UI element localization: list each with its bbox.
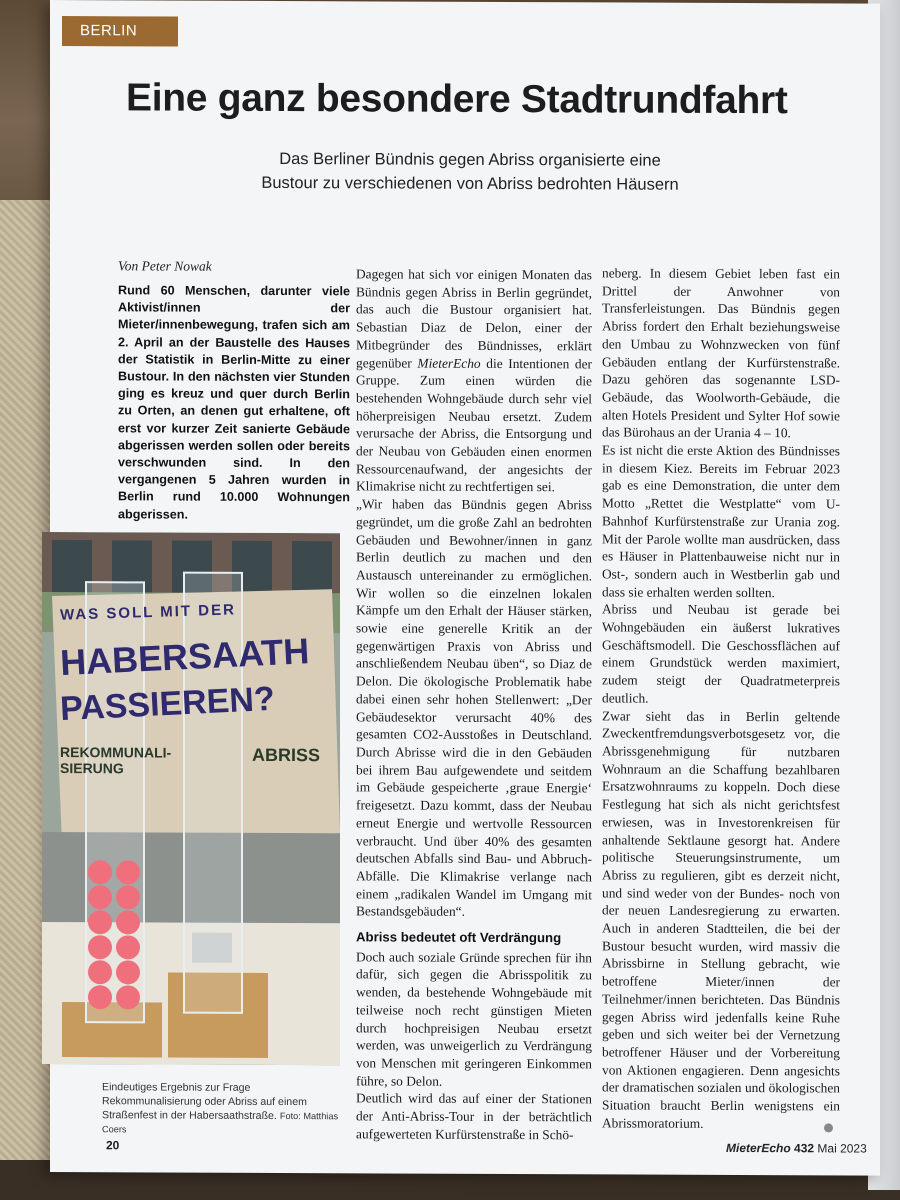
subhead-line-1: Das Berliner Bündnis gegen Abriss organisierte eine — [279, 150, 661, 170]
footer-date: Mai 2023 — [817, 1141, 867, 1156]
col2-p1-text: Dagegen hat sich vor einigen Monaten das Bündnis gegen Abriss in Berlin gegründet, das auch die Bustour organisiert hat. Sebastian Diaz de Delon, einer der Mitbegründer des Bündnisses, erklärt gegenüber — [356, 266, 592, 371]
caption-text: Eindeutiges Ergebnis zur Frage Rekommunalisierung oder Abriss auf einem Straßenfest in der Habersaathstraße. — [102, 1081, 307, 1122]
col2-p1-text-cont: die Intentionen der Gruppe. Zum einen würden die bestehenden Wohngebäude durch sehr viel höherpreisigen Neubau ersetzt. Zudem verursache der Abriss, die Entsorgung und der Neubau von Gebäuden einen enormen Ressourcenaufwand, der angesichts der Klimakrise nicht zu rechtfertigen sei. — [356, 355, 593, 495]
col2-paragraph-4: Deutlich wird das auf einer der Stationen der Anti-Abriss-Tour in der beträchtlich aufgewerteten Kurfürstenstraße in Schö- — [356, 1090, 592, 1143]
magazine-name-inline: MieterEcho — [417, 355, 481, 371]
article-column-2 — [356, 265, 592, 1143]
banner-labels — [60, 744, 330, 777]
banner-text — [60, 602, 330, 777]
col2-paragraph-3: Doch auch soziale Gründe sprechen für ihn dafür, sich gegen die Abrisspolitik zu wenden, da bestehende Wohngebäude mit teilweise noch recht günstigen Mieten durch hochpreisigen Neubau ersetzt werden, was unweigerlich zu Verdrängung von Menschen mit geringeren Einkommen führe, so Delon. — [356, 949, 592, 1089]
article-headline: Eine ganz besondere Stadtrundfahrt — [126, 76, 788, 123]
banner-line-2: HABERSAATH — [59, 630, 311, 684]
col3-paragraph-1: neberg. In diesem Gebiet leben fast ein Drittel der Anwohner von Transferleistungen. Das Bündnis gegen Abriss fordert den Erhalt beziehungsweise den Umbau zu Wohnzwecken von fünf Gebäuden entlang der Kurfürstenstraße. Dazu gehören das sogenannte LSD-Gebäude, das Woolworth-Gebäude, die alten Hotels President und Sylter Hof sowie das Bürohaus an der Urania 4 – 10. — [602, 265, 840, 441]
banner-left-line-1: REKOMMUNALI- — [60, 744, 172, 761]
photo-credit: Foto: Matthias Coers — [102, 1111, 339, 1135]
banner-line-1: WAS SOLL MIT DER — [59, 601, 237, 624]
article-subhead — [160, 146, 780, 197]
byline: Von Peter Nowak — [118, 258, 212, 274]
lead-paragraph: Rund 60 Menschen, darunter viele Aktivist/innen der Mieter/innenbewegung, trafen sich am 2. April an der Baustelle des Hauses der Statistik in Berlin-Mitte zu einer Bustour. In den nächsten vier Stunden ging es kreuz und quer durch Berlin zu Orten, an denen gut erhaltene, oft erst vor kurzer Zeit sanierte Gebäude abgerissen werden sollen oder bereits verschwunden sind. In den vergangenen 5 Jahren wurden in Berlin rund 10.000 Wohnungen abgerissen. — [118, 283, 350, 522]
banner-label-right: ABRISS — [251, 744, 320, 766]
banner-left-line-2: SIERUNG — [60, 760, 124, 777]
section-tag: BERLIN — [62, 16, 178, 47]
col3-paragraph-3: Abriss und Neubau ist gerade bei Wohngebäuden ein äußerst lukratives Geschäftsmodell. Die Geschossflächen auf einem Grundstück werden maximiert, zudem steigt der Quadratmeterpreis deutlich. — [602, 601, 840, 706]
section-subheading: Abriss bedeutet oft Verdrängung — [356, 929, 562, 946]
page-number: 20 — [106, 1138, 120, 1153]
col2-paragraph-2: „Wir haben das Bündnis gegen Abriss gegründet, um die große Zahl an bedrohten Gebäuden und Bewohner/innen in ganz Berlin deutlich zu machen und den Austausch untereinander zu ermöglichen. Wir wollen so die einzelnen lokalen Kämpfe um den Erhalt der Häuser stärken, sowie eine generelle Kritik an der gegenwärtigen Praxis von Abriss und anschließendem Neubau üben“, so Diaz de Delon. Die ökologische Problematik habe dabei einen sehr hohen Stellenwert: „Der Gebäudesektor verursacht 40% des gesamten CO2-Ausstoßes in Deutschland. Durch Abrisse wird die in den Gebäuden bei ihrem Bau aufgewendete und seitdem im Gebäude gespeicherte ‚graue Energie‘ freigesetzt. Dazu kommt, dass der Neubau erneut Energie und wertvolle Ressourcen verbraucht. Und über 40% des gesamten deutschen Abfalls sind Bau- und Abbruch-Abfälle. Die Klimakrise verlange nach einem „radikalen Wandel im Umgang mit Bestandsgebäuden“. — [356, 496, 592, 920]
footer-brand — [726, 1141, 867, 1156]
article-column-3 — [602, 264, 840, 1132]
article-photo — [42, 532, 340, 1065]
magazine-page — [50, 0, 880, 1176]
banner-line-3: PASSIEREN? — [59, 679, 276, 729]
footer-magazine: MieterEcho — [726, 1140, 791, 1156]
footer-issue: 432 — [794, 1141, 815, 1156]
col3-paragraph-2: Es ist nicht die erste Aktion des Bündnisses in diesem Kiez. Bereits im Februar 2023 gab es eine Demonstration, die unter dem Motto „Rettet die Westplatte“ vom U-Bahnhof Kurfürstenstraße zur Urania zog. Mit der Parole wollte man ausdrücken, dass es Häuser in Plattenbauweise nicht nur in Ost-, sondern auch in Westberlin gab und dass sie erhalten werden sollten. — [602, 442, 840, 600]
end-of-article-dot — [824, 1123, 833, 1132]
col3-paragraph-4: Zwar sieht das in Berlin geltende Zweckentfremdungsverbotsgesetz vor, die Abrissgenehmigung für nutzbaren Wohnraum an die Schaffung bezahlbaren Ersatzwohnraums zu koppeln. Doch diese Festlegung hat sich als nicht gerichtsfest erwiesen, was in Investorenkreisen für anhaltende Sektlaune gesorgt hat. Andere politische Steuerungsinstrumente, um Abriss zu regulieren, gibt es derzeit nicht, und sind weder von der Bundes- noch von der neuen Landesregierung zu erwarten. Auch in anderen Stadtteilen, die bei der Bustour besucht wurden, wird massiv die Abrissbirne in Stellung gebracht, wie betroffene Mieter/innen der Teilnehmer/innen berichteten. Das Bündnis gegen Abriss wird jedenfalls keine Ruhe geben und sich weiter bei der Vernetzung betroffener Häuser und der Vorbereitung von Aktionen engagieren. Denn angesichts der dramatischen sozialen und ökologischen Situation braucht Berlin wenigstens ein Abrissmoratorium. — [602, 707, 840, 1131]
banner-label-left — [60, 744, 171, 776]
subhead-line-2: Bustour zu verschiedenen von Abriss bedrohten Häusern — [261, 173, 679, 194]
col2-paragraph-1 — [356, 265, 592, 496]
photo-caption — [102, 1080, 352, 1137]
